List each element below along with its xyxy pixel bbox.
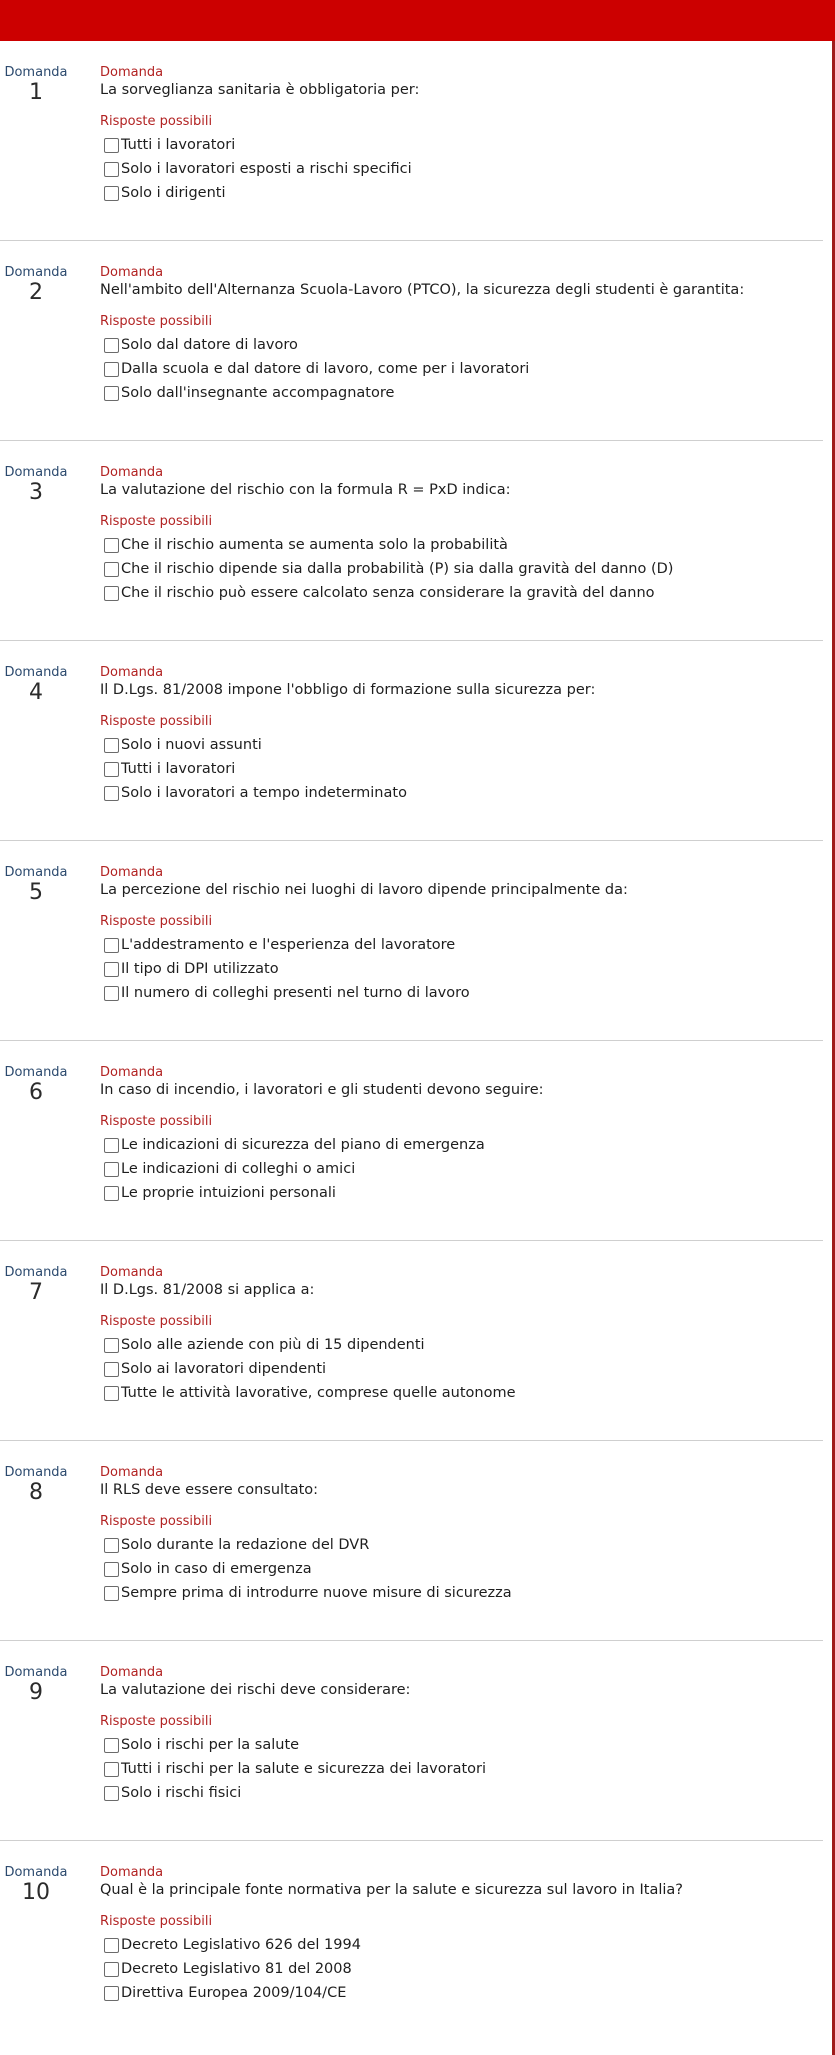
question-number: 9 bbox=[29, 1680, 43, 1705]
question-body bbox=[100, 1665, 817, 1805]
answer-checkbox[interactable] bbox=[104, 1562, 119, 1577]
answer-text: Tutte le attività lavorative, comprese quelle autonome bbox=[121, 1385, 516, 1401]
question-header bbox=[0, 465, 72, 504]
question-header-label: Domanda bbox=[4, 665, 68, 680]
answer-checkbox[interactable] bbox=[104, 1538, 119, 1553]
answer-text: Tutti i lavoratori bbox=[121, 761, 236, 777]
answer-text: Solo i dirigenti bbox=[121, 185, 226, 201]
question-header bbox=[0, 65, 72, 104]
answer-option[interactable] bbox=[100, 1357, 817, 1381]
answer-text: Solo in caso di emergenza bbox=[121, 1561, 312, 1577]
question-label: Domanda bbox=[100, 1465, 164, 1480]
answer-checkbox[interactable] bbox=[104, 1938, 119, 1953]
answer-option[interactable] bbox=[100, 1933, 817, 1957]
question-number: 1 bbox=[29, 80, 43, 105]
answer-text: Solo alle aziende con più di 15 dipendenti bbox=[121, 1337, 425, 1353]
answer-text: Tutti i rischi per la salute e sicurezza dei lavoratori bbox=[121, 1761, 487, 1777]
answer-checkbox[interactable] bbox=[104, 1362, 119, 1377]
answer-option[interactable] bbox=[100, 1533, 817, 1557]
answer-checkbox[interactable] bbox=[104, 562, 119, 577]
answer-text: Tutti i lavoratori bbox=[121, 137, 236, 153]
top-bar bbox=[0, 0, 835, 41]
answer-option[interactable] bbox=[100, 1957, 817, 1981]
question-number: 7 bbox=[29, 1280, 43, 1305]
answer-option[interactable] bbox=[100, 1733, 817, 1757]
answers-label: Risposte possibili bbox=[100, 1114, 213, 1129]
question-body bbox=[100, 1465, 817, 1605]
answer-checkbox[interactable] bbox=[104, 186, 119, 201]
answer-option[interactable] bbox=[100, 557, 817, 581]
question-label: Domanda bbox=[100, 65, 164, 80]
question-number: 5 bbox=[29, 880, 43, 905]
answer-option[interactable] bbox=[100, 1181, 817, 1205]
answer-option[interactable] bbox=[100, 781, 817, 805]
question-number: 4 bbox=[29, 680, 43, 705]
answer-checkbox[interactable] bbox=[104, 1138, 119, 1153]
question-block bbox=[0, 441, 823, 641]
answer-option[interactable] bbox=[100, 981, 817, 1005]
question-number: 10 bbox=[22, 1880, 50, 1905]
answers-label: Risposte possibili bbox=[100, 114, 213, 129]
answers-label: Risposte possibili bbox=[100, 1514, 213, 1529]
answer-list bbox=[100, 1333, 817, 1405]
answer-option[interactable] bbox=[100, 133, 817, 157]
answer-text: Le indicazioni di sicurezza del piano di emergenza bbox=[121, 1137, 485, 1153]
answer-checkbox[interactable] bbox=[104, 1386, 119, 1401]
answers-label: Risposte possibili bbox=[100, 314, 213, 329]
question-header bbox=[0, 665, 72, 704]
question-block bbox=[0, 1241, 823, 1441]
question-header-label: Domanda bbox=[4, 865, 68, 880]
answer-text: Le proprie intuizioni personali bbox=[121, 1185, 336, 1201]
question-label: Domanda bbox=[100, 1265, 164, 1280]
answer-option[interactable] bbox=[100, 157, 817, 181]
answer-checkbox[interactable] bbox=[104, 1586, 119, 1601]
answer-option[interactable] bbox=[100, 533, 817, 557]
question-text: Nell'ambito dell'Alternanza Scuola-Lavoro (PTCO), la sicurezza degli studenti è garantita: bbox=[100, 282, 745, 298]
question-header bbox=[0, 1865, 72, 1904]
answer-checkbox[interactable] bbox=[104, 338, 119, 353]
answer-option[interactable] bbox=[100, 1581, 817, 1605]
answer-text: Direttiva Europea 2009/104/CE bbox=[121, 1985, 347, 2001]
answer-checkbox[interactable] bbox=[104, 986, 119, 1001]
question-block bbox=[0, 841, 823, 1041]
answer-option[interactable] bbox=[100, 1981, 817, 2005]
answer-option[interactable] bbox=[100, 1757, 817, 1781]
answer-checkbox[interactable] bbox=[104, 1186, 119, 1201]
answer-checkbox[interactable] bbox=[104, 1738, 119, 1753]
answer-checkbox[interactable] bbox=[104, 362, 119, 377]
question-header-label: Domanda bbox=[4, 465, 68, 480]
answer-checkbox[interactable] bbox=[104, 938, 119, 953]
question-header bbox=[0, 1265, 72, 1304]
question-body bbox=[100, 465, 817, 605]
answers-label: Risposte possibili bbox=[100, 914, 213, 929]
question-text: Qual è la principale fonte normativa per la salute e sicurezza sul lavoro in Italia? bbox=[100, 1882, 683, 1898]
answer-option[interactable] bbox=[100, 1557, 817, 1581]
answer-checkbox[interactable] bbox=[104, 386, 119, 401]
answer-text: Solo dal datore di lavoro bbox=[121, 337, 298, 353]
answers-label: Risposte possibili bbox=[100, 514, 213, 529]
question-header bbox=[0, 865, 72, 904]
question-header bbox=[0, 1465, 72, 1504]
question-header-label: Domanda bbox=[4, 1265, 68, 1280]
answers-label: Risposte possibili bbox=[100, 1714, 213, 1729]
question-list bbox=[0, 41, 823, 2041]
answer-text: Solo durante la redazione del DVR bbox=[121, 1537, 370, 1553]
answer-option[interactable] bbox=[100, 733, 817, 757]
answer-option[interactable] bbox=[100, 357, 817, 381]
answer-text: Solo dall'insegnante accompagnatore bbox=[121, 385, 395, 401]
answer-text: Solo i nuovi assunti bbox=[121, 737, 262, 753]
question-label: Domanda bbox=[100, 1665, 164, 1680]
answer-option[interactable] bbox=[100, 1781, 817, 1805]
answer-list bbox=[100, 1933, 817, 2005]
question-label: Domanda bbox=[100, 865, 164, 880]
answer-text: Solo i rischi per la salute bbox=[121, 1737, 300, 1753]
answer-text: Il tipo di DPI utilizzato bbox=[121, 961, 279, 977]
question-body bbox=[100, 865, 817, 1005]
answer-text: Solo i lavoratori a tempo indeterminato bbox=[121, 785, 407, 801]
question-header-label: Domanda bbox=[4, 1065, 68, 1080]
answer-list bbox=[100, 1733, 817, 1805]
answer-checkbox[interactable] bbox=[104, 162, 119, 177]
answer-option[interactable] bbox=[100, 381, 817, 405]
answer-checkbox[interactable] bbox=[104, 1338, 119, 1353]
question-body bbox=[100, 1265, 817, 1405]
answer-option[interactable] bbox=[100, 1381, 817, 1405]
answer-list bbox=[100, 733, 817, 805]
answer-checkbox[interactable] bbox=[104, 1762, 119, 1777]
answer-option[interactable] bbox=[100, 957, 817, 981]
answer-checkbox[interactable] bbox=[104, 738, 119, 753]
answer-checkbox[interactable] bbox=[104, 586, 119, 601]
answer-text: Che il rischio può essere calcolato senza considerare la gravità del danno bbox=[121, 585, 655, 601]
answer-option[interactable] bbox=[100, 581, 817, 605]
answer-checkbox[interactable] bbox=[104, 1162, 119, 1177]
question-header-label: Domanda bbox=[4, 65, 68, 80]
question-number: 8 bbox=[29, 1480, 43, 1505]
answer-list bbox=[100, 1533, 817, 1605]
question-header bbox=[0, 1065, 72, 1104]
question-block bbox=[0, 1841, 823, 2041]
answer-list bbox=[100, 533, 817, 605]
question-header-label: Domanda bbox=[4, 1865, 68, 1880]
question-body bbox=[100, 265, 817, 405]
question-label: Domanda bbox=[100, 665, 164, 680]
answer-text: Le indicazioni di colleghi o amici bbox=[121, 1161, 356, 1177]
question-text: La valutazione dei rischi deve considerare: bbox=[100, 1682, 411, 1698]
answer-checkbox[interactable] bbox=[104, 1986, 119, 2001]
answer-checkbox[interactable] bbox=[104, 1786, 119, 1801]
question-block bbox=[0, 641, 823, 841]
question-text: Il D.Lgs. 81/2008 si applica a: bbox=[100, 1282, 315, 1298]
answer-checkbox[interactable] bbox=[104, 962, 119, 977]
question-block bbox=[0, 1041, 823, 1241]
answer-text: Dalla scuola e dal datore di lavoro, come per i lavoratori bbox=[121, 361, 530, 377]
answer-text: Decreto Legislativo 81 del 2008 bbox=[121, 1961, 352, 1977]
answers-label: Risposte possibili bbox=[100, 1914, 213, 1929]
answer-checkbox[interactable] bbox=[104, 1962, 119, 1977]
answer-option[interactable] bbox=[100, 333, 817, 357]
question-header-label: Domanda bbox=[4, 265, 68, 280]
answer-list bbox=[100, 333, 817, 405]
question-text: Il D.Lgs. 81/2008 impone l'obbligo di formazione sulla sicurezza per: bbox=[100, 682, 596, 698]
answer-text: Che il rischio aumenta se aumenta solo la probabilità bbox=[121, 537, 508, 553]
answer-text: Solo i lavoratori esposti a rischi specifici bbox=[121, 161, 412, 177]
answer-list bbox=[100, 933, 817, 1005]
question-body bbox=[100, 65, 817, 205]
question-block bbox=[0, 1641, 823, 1841]
question-number: 6 bbox=[29, 1080, 43, 1105]
question-text: La percezione del rischio nei luoghi di lavoro dipende principalmente da: bbox=[100, 882, 628, 898]
answer-option[interactable] bbox=[100, 1133, 817, 1157]
question-number: 3 bbox=[29, 480, 43, 505]
question-body bbox=[100, 665, 817, 805]
question-label: Domanda bbox=[100, 465, 164, 480]
question-text: La valutazione del rischio con la formula R = PxD indica: bbox=[100, 482, 511, 498]
question-header bbox=[0, 1665, 72, 1704]
question-body bbox=[100, 1865, 817, 2005]
question-text: In caso di incendio, i lavoratori e gli studenti devono seguire: bbox=[100, 1082, 544, 1098]
answer-option[interactable] bbox=[100, 1333, 817, 1357]
answer-checkbox[interactable] bbox=[104, 138, 119, 153]
answer-text: Sempre prima di introdurre nuove misure di sicurezza bbox=[121, 1585, 512, 1601]
answer-option[interactable] bbox=[100, 757, 817, 781]
answer-checkbox[interactable] bbox=[104, 538, 119, 553]
answer-list bbox=[100, 1133, 817, 1205]
answer-option[interactable] bbox=[100, 1157, 817, 1181]
answer-text: L'addestramento e l'esperienza del lavoratore bbox=[121, 937, 456, 953]
answer-option[interactable] bbox=[100, 933, 817, 957]
answer-checkbox[interactable] bbox=[104, 762, 119, 777]
question-label: Domanda bbox=[100, 265, 164, 280]
question-body bbox=[100, 1065, 817, 1205]
question-block bbox=[0, 1441, 823, 1641]
question-number: 2 bbox=[29, 280, 43, 305]
question-block bbox=[0, 41, 823, 241]
question-header bbox=[0, 265, 72, 304]
answer-text: Solo ai lavoratori dipendenti bbox=[121, 1361, 327, 1377]
question-label: Domanda bbox=[100, 1865, 164, 1880]
answer-text: Che il rischio dipende sia dalla probabilità (P) sia dalla gravità del danno (D) bbox=[121, 561, 674, 577]
question-block bbox=[0, 241, 823, 441]
question-text: Il RLS deve essere consultato: bbox=[100, 1482, 319, 1498]
answer-list bbox=[100, 133, 817, 205]
answer-text: Decreto Legislativo 626 del 1994 bbox=[121, 1937, 361, 1953]
question-header-label: Domanda bbox=[4, 1665, 68, 1680]
answer-checkbox[interactable] bbox=[104, 786, 119, 801]
answer-text: Il numero di colleghi presenti nel turno di lavoro bbox=[121, 985, 470, 1001]
answer-text: Solo i rischi fisici bbox=[121, 1785, 242, 1801]
answers-label: Risposte possibili bbox=[100, 1314, 213, 1329]
answer-option[interactable] bbox=[100, 181, 817, 205]
answers-label: Risposte possibili bbox=[100, 714, 213, 729]
question-text: La sorveglianza sanitaria è obbligatoria per: bbox=[100, 82, 420, 98]
question-header-label: Domanda bbox=[4, 1465, 68, 1480]
question-label: Domanda bbox=[100, 1065, 164, 1080]
